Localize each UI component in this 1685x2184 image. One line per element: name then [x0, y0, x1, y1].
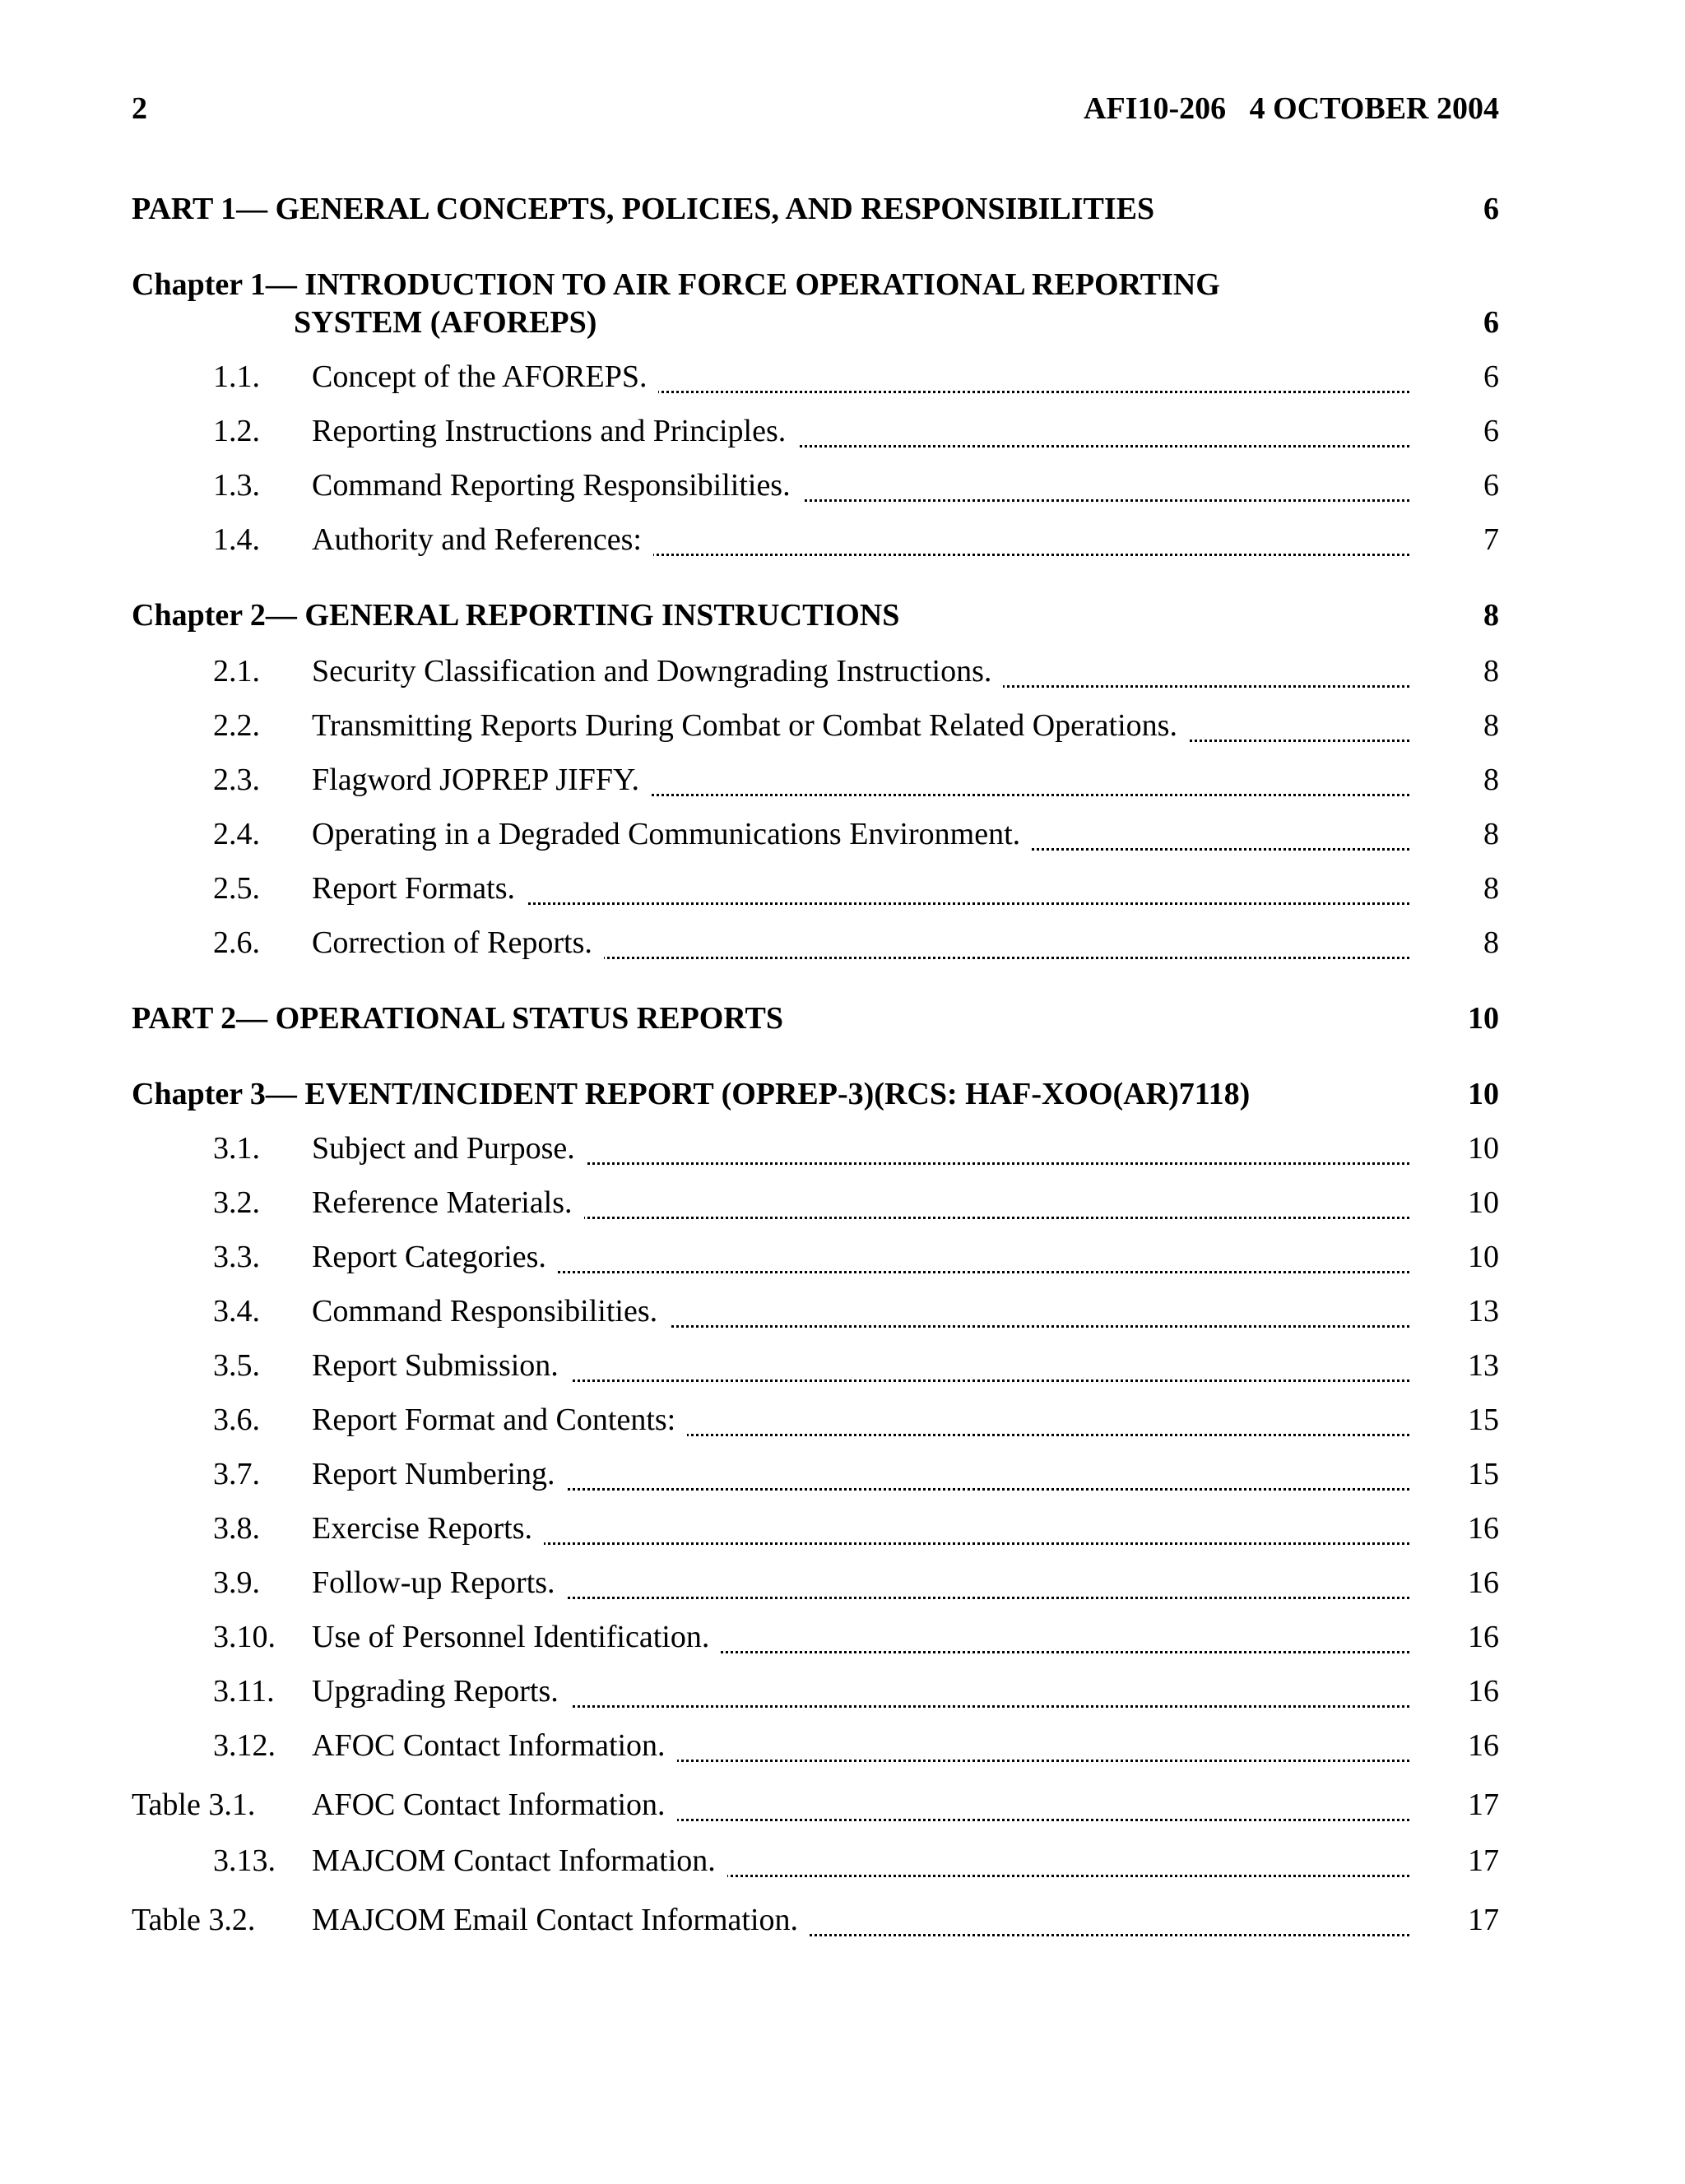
toc-page-number: 10	[1468, 1131, 1499, 1166]
toc-page-number: 17	[1468, 1843, 1499, 1878]
toc-entry-number: 1.1.	[213, 359, 260, 394]
toc-entry[interactable]	[0, 413, 1685, 459]
toc-entry-title: Reference Materials.	[312, 1185, 1409, 1221]
toc-entry-title: Concept of the AFOREPS.	[312, 359, 1409, 395]
toc-entry[interactable]	[0, 1239, 1685, 1285]
toc-page-number: 8	[1483, 708, 1499, 743]
toc-entry[interactable]	[0, 522, 1685, 568]
toc-part-label: PART 2— OPERATIONAL STATUS REPORTS	[132, 1001, 783, 1036]
document-id: AFI10-206 4 OCTOBER 2004	[1084, 91, 1499, 126]
toc-entry[interactable]	[0, 707, 1685, 754]
toc-page-number: 8	[1483, 871, 1499, 906]
toc-entry-title: MAJCOM Contact Information.	[312, 1843, 1409, 1879]
toc-page-number: 8	[1483, 817, 1499, 851]
toc-page-number: 17	[1468, 1903, 1499, 1937]
toc-page-number: 8	[1483, 654, 1499, 689]
toc-entry-title: Security Classification and Downgrading Instructions.	[312, 653, 1409, 689]
toc-entry-title: Exercise Reports.	[312, 1510, 1409, 1546]
toc-chapter-2[interactable]	[0, 597, 1685, 643]
toc-entry[interactable]	[0, 1185, 1685, 1231]
toc-part-1[interactable]	[0, 191, 1685, 237]
toc-page-number: 10	[1468, 1240, 1499, 1274]
toc-entry-number: 3.9.	[213, 1565, 260, 1600]
toc-entry-number: 1.2.	[213, 414, 260, 448]
toc-entry-number: 3.4.	[213, 1294, 260, 1328]
toc-entry-title: Authority and References:	[312, 522, 1409, 558]
toc-page-number: 8	[1483, 598, 1499, 633]
toc-entry-title: Report Format and Contents:	[312, 1402, 1409, 1438]
toc-entry-title: AFOC Contact Information.	[312, 1727, 1409, 1764]
toc-page-number: 8	[1483, 763, 1499, 797]
toc-entry-number: 1.3.	[213, 468, 260, 503]
toc-entry[interactable]	[0, 1727, 1685, 1774]
toc-page-number: 13	[1468, 1294, 1499, 1328]
toc-entry-number: 3.12.	[213, 1728, 276, 1763]
toc-chapter-label: Chapter 2— GENERAL REPORTING INSTRUCTIONS	[132, 598, 900, 633]
toc-entry-title: Use of Personnel Identification.	[312, 1619, 1409, 1655]
toc-entry[interactable]	[0, 1565, 1685, 1611]
toc-entry-title: Transmitting Reports During Combat or Combat Related Operations.	[312, 707, 1409, 744]
toc-entry[interactable]	[0, 1619, 1685, 1665]
toc-entry[interactable]	[0, 1402, 1685, 1448]
toc-entry-title: Report Formats.	[312, 870, 1409, 907]
toc-entry[interactable]	[0, 925, 1685, 971]
toc-entry-title: Upgrading Reports.	[312, 1673, 1409, 1709]
toc-page-number: 6	[1483, 192, 1499, 226]
toc-chapter-1[interactable]	[0, 267, 1685, 349]
toc-entry[interactable]	[0, 1130, 1685, 1176]
page-number: 2	[132, 91, 147, 126]
toc-entry-number: 3.13.	[213, 1843, 276, 1878]
toc-entry-title: Subject and Purpose.	[312, 1130, 1409, 1166]
toc-entry[interactable]	[0, 653, 1685, 699]
toc-entry-title: Operating in a Degraded Communications Environment.	[312, 816, 1409, 852]
toc-entry-number: 3.5.	[213, 1348, 260, 1383]
toc-page-number: 16	[1468, 1674, 1499, 1709]
toc-table-entry[interactable]	[0, 1902, 1685, 1948]
toc-page-number: 6	[1483, 359, 1499, 394]
toc-entry-title: Correction of Reports.	[312, 925, 1409, 961]
toc-entry-title: AFOC Contact Information.	[312, 1787, 1409, 1823]
toc-entry-title: Report Submission.	[312, 1347, 1409, 1384]
toc-page-number: 6	[1483, 414, 1499, 448]
toc-page-number: 10	[1468, 1185, 1499, 1220]
toc-entry-number: 2.4.	[213, 817, 260, 851]
toc-page-number: 8	[1483, 925, 1499, 960]
toc-page-number: 7	[1483, 522, 1499, 557]
toc-part-label: PART 1— GENERAL CONCEPTS, POLICIES, AND RESPONSIBILITIES	[132, 192, 1155, 226]
toc-entry-number: 3.11.	[213, 1674, 275, 1709]
toc-page-number: 15	[1468, 1403, 1499, 1437]
toc-entry-title: Flagword JOPREP JIFFY.	[312, 762, 1409, 798]
toc-page-number: 16	[1468, 1565, 1499, 1600]
toc-table-entry[interactable]	[0, 1787, 1685, 1833]
toc-entry-title: Command Reporting Responsibilities.	[312, 467, 1409, 503]
toc-entry-number: 2.5.	[213, 871, 260, 906]
toc-page-number: 16	[1468, 1511, 1499, 1546]
toc-entry[interactable]	[0, 359, 1685, 405]
toc-entry-number: 2.1.	[213, 654, 260, 689]
toc-entry-number: Table 3.1.	[132, 1788, 256, 1822]
toc-entry[interactable]	[0, 1673, 1685, 1719]
toc-entry-number: 3.2.	[213, 1185, 260, 1220]
toc-entry-number: 3.8.	[213, 1511, 260, 1546]
toc-entry[interactable]	[0, 870, 1685, 916]
toc-page-number: 17	[1468, 1788, 1499, 1822]
toc-entry-number: 1.4.	[213, 522, 260, 557]
toc-entry[interactable]	[0, 1347, 1685, 1393]
toc-chapter-label: Chapter 3— EVENT/INCIDENT REPORT (OPREP-3)(RCS: HAF-XOO(AR)7118)	[132, 1077, 1251, 1111]
toc-entry-title: Command Responsibilities.	[312, 1293, 1409, 1329]
toc-page-number: 6	[1483, 305, 1499, 340]
toc-entry-number: 3.10.	[213, 1620, 276, 1654]
toc-entry-title: MAJCOM Email Contact Information.	[312, 1902, 1409, 1938]
toc-entry[interactable]	[0, 1293, 1685, 1339]
toc-page-number: 10	[1468, 1001, 1499, 1036]
toc-chapter-label-continued: SYSTEM (AFOREPS)	[294, 305, 597, 340]
toc-entry-number: 3.3.	[213, 1240, 260, 1274]
toc-page-number: 10	[1468, 1077, 1499, 1111]
toc-entry-number: 2.6.	[213, 925, 260, 960]
toc-entry-title: Reporting Instructions and Principles.	[312, 413, 1409, 449]
toc-page-number: 16	[1468, 1728, 1499, 1763]
toc-entry-number: 2.2.	[213, 708, 260, 743]
toc-entry-number: 3.1.	[213, 1131, 260, 1166]
toc-page-number: 6	[1483, 468, 1499, 503]
toc-entry[interactable]	[0, 762, 1685, 808]
toc-part-2[interactable]	[0, 1000, 1685, 1046]
toc-page-number: 13	[1468, 1348, 1499, 1383]
toc-chapter-3[interactable]	[0, 1076, 1685, 1122]
toc-entry-number: 3.6.	[213, 1403, 260, 1437]
toc-entry[interactable]	[0, 1510, 1685, 1556]
toc-entry-number: Table 3.2.	[132, 1903, 256, 1937]
toc-entry-number: 2.3.	[213, 763, 260, 797]
toc-entry-title: Follow-up Reports.	[312, 1565, 1409, 1601]
toc-page-number: 16	[1468, 1620, 1499, 1654]
toc-entry[interactable]	[0, 1843, 1685, 1889]
toc-entry-number: 3.7.	[213, 1457, 260, 1491]
toc-entry[interactable]	[0, 816, 1685, 862]
toc-entry[interactable]	[0, 1456, 1685, 1502]
toc-chapter-label: Chapter 1— INTRODUCTION TO AIR FORCE OPERATIONAL REPORTING	[132, 267, 1220, 302]
toc-entry-title: Report Categories.	[312, 1239, 1409, 1275]
toc-entry[interactable]	[0, 467, 1685, 513]
toc-entry-title: Report Numbering.	[312, 1456, 1409, 1492]
toc-page-number: 15	[1468, 1457, 1499, 1491]
